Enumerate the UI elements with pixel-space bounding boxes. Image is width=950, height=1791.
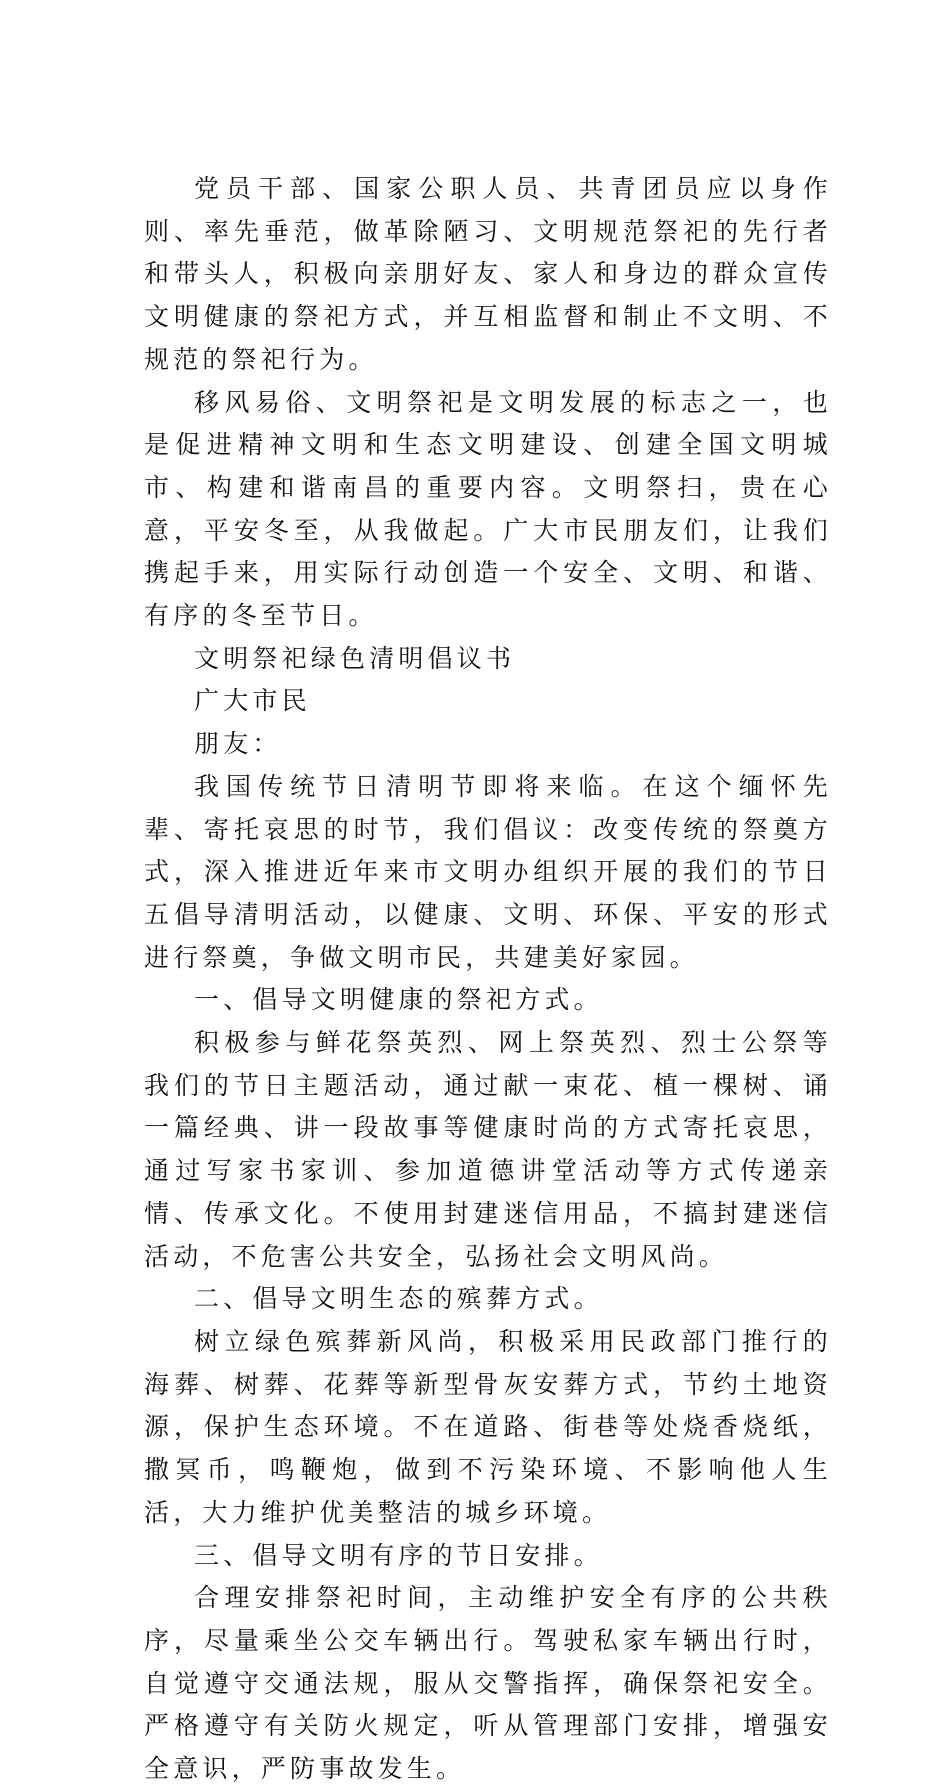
proposal-title: 文明祭祀绿色清明倡议书 — [194, 643, 516, 673]
paragraph-cadre-example: 党员干部、国家公职人员、共青团员应以身作则、率先垂范，做革除陋习、文明规范祭祀的先行者和带头人，积极向亲朋好友、家人和身边的群众宣传文明健康的祭祀方式，并互相监督和制止不文明、不规范的祭祀行为。 — [144, 174, 832, 374]
heading-section-3: 三、倡导文明有序的节日安排。 — [194, 1540, 603, 1570]
paragraph-section-2: 树立绿色殡葬新风尚，积极采用民政部门推行的海葬、树葬、花葬等新型骨灰安葬方式，节约土地资源，保护生态环境。不在道路、街巷等处烧香烧纸，撒冥币，鸣鞭炮，做到不污染环境、不影响他人生活，大力维护优美整洁的城乡环境。 — [144, 1326, 832, 1527]
salutation-line-2: 朋友： — [194, 729, 282, 759]
paragraph-section-1: 积极参与鲜花祭英烈、网上祭英烈、烈士公祭等我们的节日主题活动，通过献一束花、植一棵树、诵一篇经典、讲一段故事等健康时尚的方式寄托哀思，通过写家书家训、参加道德讲堂活动等方式传递亲情、传承文化。不使用封建迷信用品，不搞封建迷信活动，不危害公共安全，弘扬社会文明风尚。 — [144, 1028, 832, 1271]
heading-section-2: 二、倡导文明生态的殡葬方式。 — [194, 1284, 603, 1314]
paragraph-intro: 我国传统节日清明节即将来临。在这个缅怀先辈、寄托哀思的时节，我们倡议：改变传统的祭奠方式，深入推进近年来市文明办组织开展的我们的节日五倡导清明活动，以健康、文明、环保、平安的形式进行祭奠，争做文明市民，共建美好家园。 — [144, 771, 832, 972]
salutation-line-1: 广大市民 — [194, 686, 311, 716]
paragraph-section-3: 合理安排祭祀时间，主动维护安全有序的公共秩序，尽量乘坐公交车辆出行。驾驶私家车辆出行时，自觉遵守交通法规，服从交警指挥，确保祭祀安全。严格遵守有关防火规定，听从管理部门安排，增强安全意识，严防事故发生。 — [144, 1583, 832, 1784]
paragraph-civilized-sacrifice: 移风易俗、文明祭祀是文明发展的标志之一，也是促进精神文明和生态文明建设、创建全国文明城市、构建和谐南昌的重要内容。文明祭扫，贵在心意，平安冬至，从我做起。广大市民朋友们，让我们携起手来，用实际行动创造一个安全、文明、和谐、有序的冬至节日。 — [144, 387, 832, 631]
heading-section-1: 一、倡导文明健康的祭祀方式。 — [194, 985, 603, 1015]
document-body — [144, 168, 832, 1791]
